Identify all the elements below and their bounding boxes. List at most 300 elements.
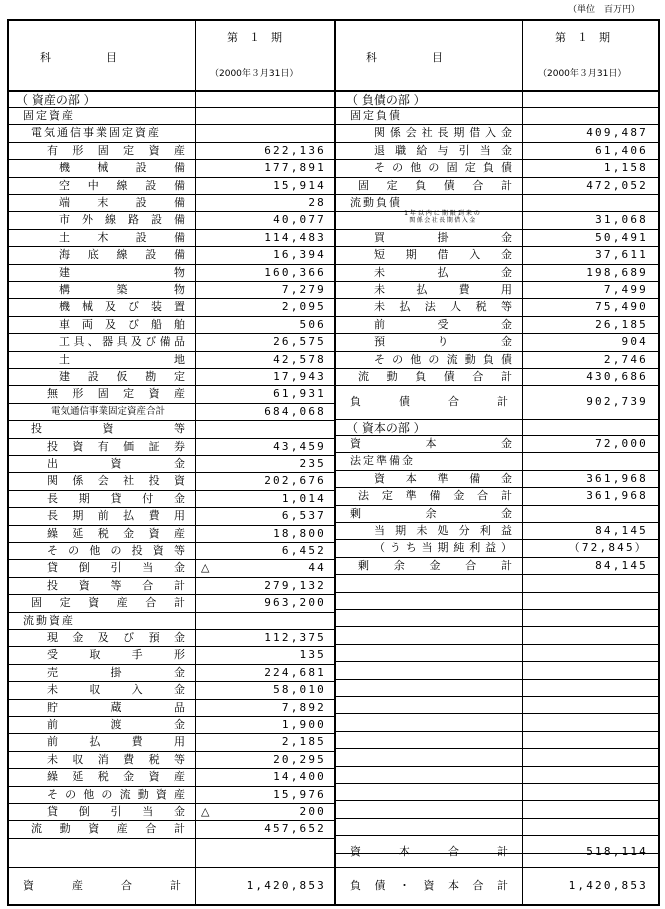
- equity-row-value: 84,145: [595, 559, 648, 572]
- asset-row-line: [7, 472, 335, 473]
- left-header-subject: [40, 52, 160, 63]
- label-char: 未: [374, 266, 385, 279]
- label-char: 金: [174, 666, 185, 679]
- label-char: 用: [500, 283, 512, 296]
- label-char: ）: [501, 541, 512, 554]
- liability-row-line: [334, 316, 659, 317]
- label-char: 税: [148, 753, 160, 766]
- asset-row-line: [7, 629, 335, 630]
- left-value-col-line: [195, 19, 196, 906]
- table-top-border: [7, 19, 659, 21]
- label-char: 債: [500, 161, 512, 174]
- label-char: 資: [148, 387, 160, 400]
- label-char: 設: [151, 213, 162, 226]
- label-char: 渡: [110, 718, 122, 731]
- asset-row-value: 114,483: [264, 231, 326, 244]
- label-char: 形: [72, 387, 84, 400]
- label-char: 払: [89, 735, 101, 748]
- label-char: 等: [110, 579, 122, 592]
- asset-row-label: [47, 562, 185, 573]
- label-char: 合: [448, 845, 459, 858]
- label-char: 準: [437, 472, 449, 485]
- label-char: 当: [479, 144, 491, 157]
- liability-row-label: [374, 319, 512, 330]
- label-char: 形: [173, 648, 185, 661]
- equity-row-label: [374, 542, 512, 553]
- asset-row-line: [7, 229, 335, 230]
- label-char: 資: [78, 579, 90, 592]
- label-char: の: [65, 788, 77, 801]
- asset-row-value: 160,366: [264, 266, 326, 279]
- label-char: 預: [148, 631, 160, 644]
- label-char: 負: [415, 179, 427, 192]
- label-char: 定: [381, 489, 393, 502]
- label-char: 具: [73, 335, 85, 348]
- equity-row-line: [334, 435, 659, 436]
- label-char: 工: [59, 335, 70, 348]
- label-char: 出: [47, 457, 58, 470]
- label-char: 証: [148, 440, 160, 453]
- asset-row-label: [47, 388, 185, 399]
- label-char: 期: [395, 524, 407, 537]
- label-char: 資: [72, 440, 84, 453]
- label-char: 合: [477, 489, 489, 502]
- label-char: 資: [173, 474, 185, 487]
- label-char: 金: [174, 561, 185, 574]
- label-char: 備: [174, 179, 185, 192]
- asset-row-label: [47, 145, 185, 156]
- asset-row-value: 177,891: [264, 161, 326, 174]
- label-char: 合: [465, 559, 477, 572]
- label-char: 械: [82, 300, 93, 313]
- label-char: 係: [389, 126, 401, 139]
- label-char: 払: [399, 300, 411, 313]
- label-char: 資: [350, 437, 361, 450]
- asset-row-label: [59, 319, 185, 330]
- asset-row-value: 7,279: [281, 283, 326, 296]
- label-char: 空: [59, 179, 70, 192]
- asset-row-line: [7, 107, 335, 108]
- liability-row-line: [334, 385, 659, 386]
- label-char: そ: [374, 353, 385, 366]
- label-char: 金: [173, 631, 185, 644]
- asset-row-line: [7, 177, 335, 178]
- asset-row-line: [7, 699, 335, 700]
- asset-row-line: [7, 733, 335, 734]
- liability-row-label: [374, 284, 512, 295]
- label-char: 当: [142, 805, 154, 818]
- label-char: 金: [501, 266, 512, 279]
- grand-total-top-line: [334, 867, 659, 868]
- label-char: 本: [425, 437, 437, 450]
- label-char: 他: [83, 788, 95, 801]
- liability-row-label: [374, 211, 512, 224]
- label-char: の: [110, 544, 122, 557]
- equity-row-line: [334, 522, 659, 523]
- label-char: 期: [405, 248, 417, 261]
- asset-row-label: [31, 597, 185, 608]
- label-char: 純: [453, 541, 465, 554]
- liability-row-label: [374, 127, 512, 138]
- right-value-col-line: [522, 19, 523, 906]
- label-char: 未: [47, 753, 58, 766]
- label-char: 金: [174, 457, 185, 470]
- label-char: 等: [173, 544, 185, 557]
- label-char: 短: [374, 248, 385, 261]
- equity-row-line: [334, 748, 659, 749]
- label-char: 合: [142, 579, 154, 592]
- label-char: 土: [59, 231, 70, 244]
- label-char: 人: [450, 300, 462, 313]
- equity-row-line: [334, 661, 659, 662]
- asset-row-label: [47, 632, 185, 643]
- equity-row-label: [350, 508, 512, 519]
- asset-row-value: 684,068: [264, 405, 326, 418]
- label-char: 産: [173, 527, 185, 540]
- asset-row-label: [47, 719, 185, 730]
- label-char: 負: [415, 370, 427, 383]
- asset-row-label: 固定資産: [23, 109, 75, 122]
- equity-row-line: [334, 679, 659, 680]
- label-char: 現: [47, 631, 58, 644]
- asset-row-line: [7, 281, 335, 282]
- label-char: 及: [97, 631, 109, 644]
- label-char: 期: [437, 541, 449, 554]
- liability-row-line: [334, 246, 659, 247]
- label-char: 金: [123, 770, 135, 783]
- liability-row-line: [334, 159, 659, 160]
- label-char: 及: [105, 300, 116, 313]
- label-char: 定: [123, 387, 135, 400]
- label-char: 債: [443, 370, 455, 383]
- label-char: の: [101, 788, 113, 801]
- label-char: 負: [350, 395, 361, 408]
- asset-row-line: [7, 507, 335, 508]
- equity-section-top-line: [334, 419, 659, 420]
- label-char: 形: [72, 144, 84, 157]
- label-char: 前: [47, 735, 58, 748]
- liability-row-line: [334, 298, 659, 299]
- liability-row-label: [358, 180, 512, 191]
- label-char: 構: [59, 283, 70, 296]
- label-char: 定: [464, 161, 476, 174]
- label-char: 固: [31, 596, 42, 609]
- right-header-date: （2000年３月31日）: [538, 69, 627, 79]
- label-char: 資: [110, 457, 122, 470]
- label-char: 有: [47, 144, 58, 157]
- asset-row-label: [47, 702, 185, 713]
- label-char: 用: [173, 509, 185, 522]
- asset-row-label: [47, 754, 185, 765]
- asset-row-value: 43,459: [273, 440, 326, 453]
- equity-row-line: [334, 800, 659, 801]
- label-char: 合: [448, 395, 459, 408]
- asset-row-label: 電気通信事業固定資産: [31, 126, 161, 139]
- label-char: 品: [174, 335, 185, 348]
- label-char: 等: [500, 300, 512, 313]
- label-char: 手: [131, 648, 143, 661]
- asset-row-line: [7, 368, 335, 369]
- label-char: 資: [350, 845, 361, 858]
- label-char: 計: [497, 845, 508, 858]
- label-char: 金: [453, 489, 465, 502]
- label-char: 金: [501, 126, 512, 139]
- asset-row-line: [7, 455, 335, 456]
- label-char: 処: [437, 524, 449, 537]
- label-char: 買: [374, 231, 385, 244]
- label-char: 引: [110, 561, 122, 574]
- label-char: 資: [102, 422, 114, 435]
- liability-row-value: 430,686: [586, 370, 648, 383]
- label-char: 流: [446, 353, 458, 366]
- label-char: 負: [350, 879, 361, 892]
- table-left-border: [7, 19, 9, 906]
- asset-row-value: 622,136: [264, 144, 326, 157]
- asset-row-label: [47, 771, 185, 782]
- asset-row-line: [7, 211, 335, 212]
- label-char: 税: [97, 770, 109, 783]
- label-char: 券: [173, 440, 185, 453]
- liability-row-value: 198,689: [586, 266, 648, 279]
- label-char: ち: [405, 541, 417, 554]
- equity-row-label: [374, 473, 512, 484]
- asset-row-label: [59, 249, 185, 260]
- label-char: の: [428, 161, 440, 174]
- label-char: 資: [148, 527, 160, 540]
- asset-row-value: 42,578: [273, 353, 326, 366]
- label-char: 設: [145, 248, 157, 261]
- label-char: 債: [500, 353, 512, 366]
- liability-row-line: [334, 194, 659, 195]
- label-char: 仮: [116, 370, 128, 383]
- asset-row-value: 17,943: [273, 370, 326, 383]
- label-char: 備: [173, 161, 185, 174]
- label-char: そ: [374, 161, 385, 174]
- asset-row-line: [7, 420, 335, 421]
- liability-row-label: [374, 301, 512, 312]
- asset-row-value: 61,931: [273, 387, 326, 400]
- label-char: 延: [72, 770, 84, 783]
- label-line-1: 1年以内に期限到来の: [404, 210, 482, 217]
- label-char: 備: [159, 335, 171, 348]
- label-char: 取: [89, 648, 101, 661]
- asset-row-label: [47, 545, 185, 556]
- label-char: 土: [59, 353, 70, 366]
- label-char: 舶: [174, 318, 185, 331]
- label-char: 金: [500, 144, 512, 157]
- asset-row-line: [7, 264, 335, 265]
- label-char: 金: [174, 805, 185, 818]
- asset-row-line: [7, 124, 335, 125]
- label-char: 木: [97, 231, 109, 244]
- label-char: 剰: [350, 507, 361, 520]
- asset-row-label: [59, 214, 185, 225]
- equity-row-line: [334, 574, 659, 575]
- label-char: 路: [128, 213, 139, 226]
- asset-row-line: [7, 786, 335, 787]
- label-char: 価: [123, 440, 135, 453]
- label-char: 器: [102, 335, 114, 348]
- label-char: 資: [152, 544, 164, 557]
- label-char: 期: [78, 492, 90, 505]
- label-char: 未: [47, 683, 58, 696]
- label-char: 預: [374, 335, 385, 348]
- liabilities-total-value: 902,739: [586, 395, 648, 408]
- label-char: 金: [501, 248, 512, 261]
- label-char: 流: [358, 370, 369, 383]
- label-char: の: [428, 353, 440, 366]
- label-char: 投: [131, 544, 143, 557]
- label-char: 備: [174, 248, 185, 261]
- capital-total-label: [350, 846, 508, 857]
- label-char: 債: [374, 879, 386, 892]
- liability-row-line: [334, 107, 659, 108]
- assets-total-value: 1,420,853: [246, 879, 326, 892]
- label-char: 資: [88, 822, 100, 835]
- label-char: 借: [469, 126, 481, 139]
- label-char: 前: [47, 718, 58, 731]
- label-char: 前: [97, 509, 109, 522]
- label-char: 税: [97, 527, 109, 540]
- label-char: 消: [97, 753, 109, 766]
- label-char: 延: [72, 527, 84, 540]
- capital-total-top-line: [334, 835, 659, 836]
- asset-row-value: 2,185: [281, 735, 326, 748]
- asset-row-value: 18,800: [273, 527, 326, 540]
- label-char: 産: [173, 144, 185, 157]
- asset-row-label: [59, 301, 185, 312]
- label-char: 未: [416, 524, 428, 537]
- label-char: 設: [135, 161, 147, 174]
- label-char: 機: [59, 161, 70, 174]
- label-char: 払: [416, 283, 428, 296]
- asset-row-label: [47, 493, 185, 504]
- label-char: 中: [87, 179, 99, 192]
- asset-row-line: [7, 803, 335, 804]
- asset-row-line: [7, 333, 335, 334]
- equity-row-line: [334, 766, 659, 767]
- label-char: 余: [425, 507, 437, 520]
- label-char: 産: [173, 387, 185, 400]
- label-char: 線: [116, 179, 128, 192]
- label-char: 関: [47, 474, 58, 487]
- liability-row-value: 472,052: [586, 179, 648, 192]
- label-char: 設: [87, 370, 99, 383]
- liability-row-value: 31,068: [595, 213, 648, 226]
- asset-row-label: [47, 458, 185, 469]
- label-char: 利: [469, 541, 481, 554]
- label-char: 費: [131, 735, 143, 748]
- asset-row-line: [7, 594, 335, 595]
- label-char: 当: [142, 561, 154, 574]
- liability-row-value: 1,158: [603, 161, 648, 174]
- liability-row-line: [334, 229, 659, 230]
- label-char: 長: [47, 509, 58, 522]
- asset-row-value: 40,077: [273, 213, 326, 226]
- label-char: 剰: [358, 559, 369, 572]
- label-char: 資: [155, 788, 167, 801]
- label-char: 金: [429, 559, 441, 572]
- equity-row-value: （72,845）: [568, 541, 648, 554]
- asset-row-label: [59, 354, 185, 365]
- label-char: 資: [148, 144, 160, 157]
- label-char: 建: [59, 266, 70, 279]
- label-char: び: [145, 335, 157, 348]
- asset-row-line: [7, 490, 335, 491]
- label-char: 法: [424, 300, 436, 313]
- table-right-border: [658, 19, 660, 906]
- liabilities-capital-total-value: 1,420,853: [568, 879, 648, 892]
- label-char: 金: [123, 527, 135, 540]
- label-char: 未: [374, 300, 385, 313]
- label-char: そ: [47, 544, 58, 557]
- asset-row-value: 2,095: [281, 300, 326, 313]
- liability-row-label: 流動負債: [350, 196, 402, 209]
- label-char: 備: [174, 213, 185, 226]
- label-char: 車: [59, 318, 70, 331]
- asset-row-value: 235: [299, 457, 326, 470]
- label-char: 線: [105, 213, 116, 226]
- asset-row-label: [47, 684, 185, 695]
- label-char: 投: [148, 474, 160, 487]
- liability-row-value: 50,491: [595, 231, 648, 244]
- label-char: 物: [174, 283, 185, 296]
- label-char: 設: [145, 179, 157, 192]
- asset-row-line: [7, 542, 335, 543]
- label-char: 定: [386, 179, 398, 192]
- asset-row-value: 44: [308, 561, 326, 574]
- label-char: 備: [469, 472, 481, 485]
- equity-row-line: [334, 505, 659, 506]
- label-char: 海: [59, 248, 70, 261]
- label-char: 装: [151, 300, 162, 313]
- liability-row-label: [374, 354, 512, 365]
- label-char: 流: [31, 822, 42, 835]
- label-char: 係: [72, 474, 84, 487]
- label-char: 金: [174, 718, 185, 731]
- label-char: 固: [446, 161, 458, 174]
- label-char: 産: [173, 770, 185, 783]
- liability-row-value: 75,490: [595, 300, 648, 313]
- label-char: 分: [458, 524, 470, 537]
- label-char: 長: [437, 126, 449, 139]
- label-char: 固: [97, 144, 109, 157]
- label-char: （: [374, 541, 385, 554]
- capital-total-value: 518,114: [586, 845, 648, 858]
- label-char: ・: [399, 879, 410, 892]
- liabilities-section-title: （ 負債の部 ）: [346, 93, 426, 107]
- label-char: 本: [405, 472, 417, 485]
- label-char: 入: [485, 126, 497, 139]
- asset-row-value: 20,295: [273, 753, 326, 766]
- asset-row-line: [7, 403, 335, 404]
- asset-total-top-line: [7, 867, 335, 868]
- label-char: 貸: [47, 805, 58, 818]
- asset-row-label: [47, 441, 185, 452]
- asset-row-line: [7, 646, 335, 647]
- asset-row-label: [59, 267, 185, 278]
- label-char: 計: [497, 879, 508, 892]
- asset-row-label: [59, 162, 185, 173]
- label-char: 売: [47, 666, 58, 679]
- asset-row-value: 14,400: [273, 770, 326, 783]
- label-char: 動: [386, 370, 398, 383]
- label-char: 会: [97, 474, 109, 487]
- equity-row-line: [334, 818, 659, 819]
- label-char: 産: [173, 788, 185, 801]
- label-char: 益: [485, 541, 497, 554]
- equity-row-line: [334, 696, 659, 697]
